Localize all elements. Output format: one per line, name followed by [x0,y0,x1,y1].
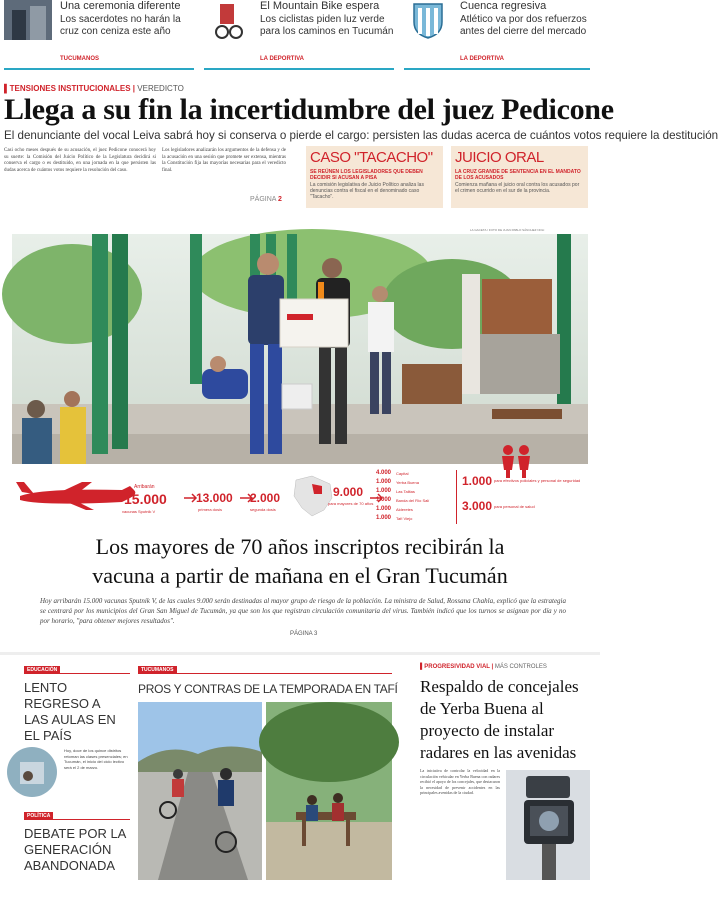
section-divider [0,652,600,655]
right-kicker: ▌PROGRESIVIDAD VIAL | MÁS CONTROLES [420,664,547,670]
box-text: La comisión legislativa de Juicio Político analiza las denuncias contra el fiscal en el denominado caso "Tacacho". [310,182,424,200]
row-value: 1.000 [376,497,392,503]
box-subtitle: LA CRUZ GRANDE DE SENTENCIA EN EL MANDATO DE LOS ACUSADOS [455,169,581,181]
airplane-icon [16,482,135,510]
lead-body-col1: Casi ocho meses después de su acusación, el juez Pedicone conocerá hoy su suerte: la Comisión del Juicio Político de la Legislatura decidirá si conserva el cargo o es destituido, en una jornada en la que persisten las dudas acerca de cuántos votos requiere la resolución del caso. [4,148,156,173]
row-value: 1.000 [376,506,392,512]
page-ref-number: 2 [278,196,282,203]
section-rule [24,819,130,820]
teaser-mountain-bike[interactable] [204,0,400,74]
row-value: 1.000 [376,488,392,494]
vaccine-headline-line2: vacuna a partir de mañana en el Gran Tucumán [92,563,508,588]
education-tag: EDUCACIÓN [24,666,60,674]
lead-kicker-sub: VEREDICTO [137,84,184,93]
lead-headline[interactable]: Llega a su fin la incertidumbre del juez Pedicone [4,93,614,126]
row-value: 4.000 [376,470,392,476]
teaser-section: LA DEPORTIVA [460,56,505,62]
health-staff-value: 3.000 [462,499,493,513]
teaser-text: Atlético va por dos refuerzos antes del cierre del mercado [460,14,587,37]
section-rule [138,673,392,674]
second-dose-label: segunda dosis [250,507,276,512]
lead-subhead: El denunciante del vocal Leiva sabrá hoy si conserva o pierde el cargo: persisten las dudas acerca de cuántos votos requiere la destitución [4,129,718,142]
row-label: Tafí Viejo [396,516,413,521]
radars-headline[interactable]: Respaldo de concejales de Yerba Buena al proyecto de instalar radares en las avenidas [420,677,579,762]
teaser-atletico[interactable] [404,0,596,74]
teaser-strip [0,0,600,74]
row-label: Banda del Río Salí [396,498,430,503]
row-value: 1.000 [376,515,392,521]
teaser-title: Cuenca regresiva [460,0,547,12]
row-label: Alderetes [396,507,413,512]
box-juicio-oral[interactable] [451,146,588,208]
lead-kicker: ▌TENSIONES INSTITUCIONALES | VEREDICTO [4,84,184,93]
tucumanos-tag: TUCUMANOS [138,666,177,674]
vaccine-headline[interactable] [0,532,600,590]
teaser-text: Los ciclistas piden luz verde para los caminos en Tucumán [260,14,394,37]
right-kicker-sub: MÁS CONTROLES [494,664,547,670]
row-label: Yerba Buena [396,480,419,485]
second-dose-value: 2.000 [250,491,281,505]
arrivals-sub: vacunas Sputnik V [122,509,156,514]
teaser-text: Los sacerdotes no harán la cruz con ceniza este año [60,14,181,37]
row-label: Las Talitas [396,489,415,494]
box-title: JUICIO ORAL [455,149,544,166]
first-dose-label: primera dosis [198,507,223,512]
box-caso-tacacho[interactable] [306,146,443,208]
box-subtitle: SE REÚNEN LOS LEGISLADORES QUE DEBEN DECIDIR SI ACUSAN A PISA [310,169,423,181]
education-headline[interactable]: LENTO REGRESO A LAS AULAS EN EL PAÍS [24,680,116,743]
security-label: para efectivos policiales y personal de seguridad [494,478,581,483]
teaser-section: TUCUMANOS [60,56,99,62]
arrow-icon [184,494,196,502]
tafi-season-title[interactable]: PROS Y CONTRAS DE LA TEMPORADA EN TAFÍ [138,682,398,696]
picnic-photo[interactable] [266,702,392,880]
teaser-rule [4,68,194,70]
first-dose-value: 13.000 [196,491,233,505]
radar-photo[interactable] [506,770,590,880]
arrivals-value: 15.000 [124,491,167,507]
cyclists-photo[interactable] [138,702,262,880]
teaser-section: LA DEPORTIVA [260,56,305,62]
radars-text: La iniciativa de controlar la velocidad en la circulación vehicular en Yerba Buena con radares recibió el apoyo de los concejales, que destacaron la necesidad de prevenir accidentes en las principales avenidas de la ciudad. [420,768,500,795]
right-kicker-text: PROGRESIVIDAD VIAL [424,664,490,670]
over70-label: para mayores de 70 años [328,501,374,506]
health-staff-label: para personal de salud [494,504,535,509]
row-label: Capital [396,471,409,476]
page-ref-label: PÁGINA [250,196,277,203]
over70-value: 9.000 [333,485,364,499]
vaccine-page-ref[interactable]: PÁGINA 3 [290,631,318,637]
teaser-bike-photo [204,0,252,40]
arrivals-label: Arribarán [134,484,155,490]
security-value: 1.000 [462,474,493,488]
row-value: 1.000 [376,479,392,485]
politics-tag: POLÍTICA [24,812,53,820]
teaser-rule [404,68,590,70]
section-rule [24,673,130,674]
tucuman-map-icon [294,476,332,516]
classroom-photo [6,746,58,798]
teaser-ceremony[interactable] [4,0,200,74]
education-text: Hoy, doce de los quince distritos retoman las clases presenciales; en Tucumán, el inicio del ciclo lectivo será el 2 de marzo. [64,748,128,770]
vaccine-headline-line1: Los mayores de 70 años inscriptos recibirán la [95,534,505,559]
lead-body-col2: Los legisladores analizarán los argumentos de la defensa y de la acusación en una sesión que promete ser extensa, mientras la Constitución fija las mayorías necesarias para el veredicto final. [162,148,286,173]
atletico-crest-icon [404,0,452,40]
teaser-title: Una ceremonia diferente [60,0,181,12]
photo-credit: LA GACETA / FOTO DE JUAN PABLO SÁNCHEZ NOLI [470,228,545,232]
vaccine-delivery-photo[interactable] [12,234,588,464]
teaser-title: El Mountain Bike espera [260,0,380,12]
lead-kicker-text: TENSIONES INSTITUCIONALES [9,84,131,93]
vaccine-summary: Hoy arribarán 15.000 vacunas Sputnik V, de las cuales 9.000 serán destinadas al mayor grupo de riesgo de la población. La ministra de Salud, Rossana Chahla, explicó que la estrategia se centrará por los municipios del Gran San Miguel de Tucumán, ya que son los que registran circulación comunitaria del virus. También indicó que los turnos se asignan por día y no por horario, "para obtener mejores resultados". [40,597,566,625]
teaser-ceremony-photo [4,0,52,40]
politics-headline[interactable]: DEBATE POR LA GENERACIÓN ABANDONADA [24,826,126,873]
box-title: CASO "TACACHO" [310,149,433,166]
lead-page-ref[interactable] [250,196,282,203]
teaser-rule [204,68,394,70]
box-text: Comienza mañana el juicio oral contra los acusados por el crimen ocurrido en el sur de la provincia. [455,182,580,194]
vaccine-infographic [12,466,588,526]
